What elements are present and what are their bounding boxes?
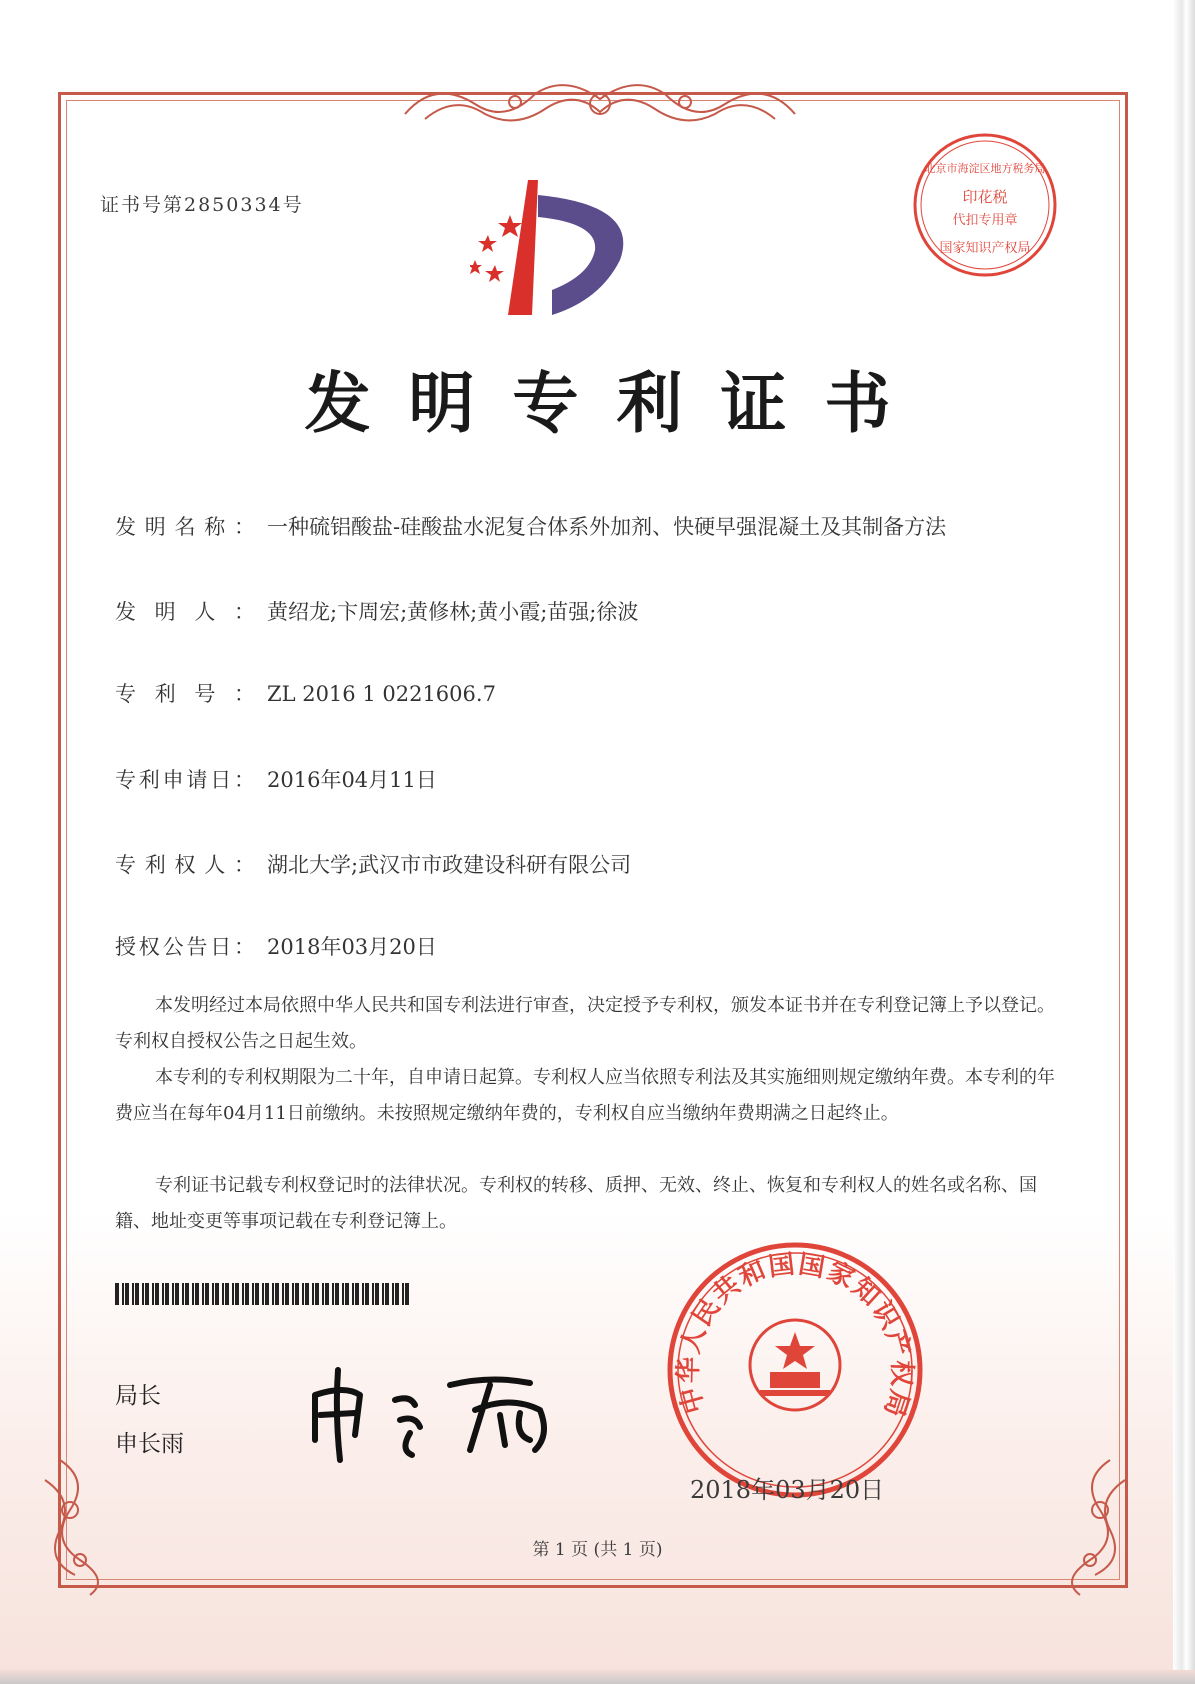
- field-value: 2018年03月20日: [267, 935, 437, 959]
- field-label: 发明名称：: [115, 515, 255, 539]
- field-application-date: [115, 763, 437, 797]
- paragraph: 专利证书记载专利权登记时的法律状况。专利权的转移、质押、无效、终止、恢复和专利权人的姓名或名称、国籍、地址变更等事项记载在专利登记簿上。: [115, 1175, 1037, 1232]
- paragraph: 本专利的专利权期限为二十年，自申请日起算。专利权人应当依照专利法及其实施细则规定缴纳年费。本专利的年费应当在每年04月11日前缴纳。未按照规定缴纳年费的，专利权自应当缴纳年费期满之日起终止。: [115, 1067, 1055, 1124]
- field-label: 专利号：: [115, 682, 255, 706]
- stamp-line1: 印花税: [962, 188, 1008, 206]
- field-inventors: [115, 595, 639, 629]
- field-invention-name: [115, 510, 947, 544]
- tax-stamp-icon: [910, 130, 1060, 280]
- director-block: [115, 1372, 184, 1468]
- field-value: 湖北大学;武汉市市政建设科研有限公司: [267, 853, 632, 877]
- corner-ornament-icon: [30, 1450, 130, 1600]
- field-grant-date: [115, 930, 437, 964]
- field-label: 专利申请日：: [115, 768, 255, 792]
- field-value: 2016年04月11日: [267, 768, 437, 792]
- page-title: 发明专利证书: [304, 364, 929, 442]
- patent-office-logo-icon: [470, 175, 645, 320]
- field-patentee: [115, 848, 632, 882]
- field-patent-number: [115, 677, 496, 711]
- paragraph: 本发明经过本局依照中华人民共和国专利法进行审查，决定授予专利权，颁发本证书并在专利登记簿上予以登记。专利权自授权公告之日起生效。: [115, 995, 1055, 1052]
- certificate-number: 证书号第2850334号: [100, 194, 304, 216]
- director-name: 申长雨: [115, 1431, 184, 1457]
- field-value: 黄绍龙;卞周宏;黄修林;黄小霞;苗强;徐波: [267, 600, 639, 624]
- page-edge: [1173, 0, 1195, 1684]
- field-value: 一种硫铝酸盐-硅酸盐水泥复合体系外加剂、快硬早强混凝土及其制备方法: [267, 515, 947, 539]
- page-edge-bottom: [0, 1670, 1195, 1684]
- top-ornament-icon: [395, 74, 805, 134]
- official-seal-icon: [665, 1240, 925, 1500]
- stamp-ring-text: 北京市海淀区地方税务局: [924, 162, 1046, 175]
- director-title: 局长: [115, 1383, 161, 1409]
- stamp-bottom-text: 国家知识产权局: [939, 241, 1031, 256]
- seal-ring-text: 中华人民共和国国家知识产权局: [673, 1249, 917, 1423]
- barcode-icon: [115, 1283, 415, 1305]
- field-value: ZL 2016 1 0221606.7: [267, 682, 496, 706]
- page-number: 第 1 页 (共 1 页): [532, 1540, 663, 1560]
- field-label: 授权公告日：: [115, 935, 255, 959]
- signature-icon: [300, 1355, 580, 1465]
- issue-date: 2018年03月20日: [690, 1476, 885, 1504]
- corner-ornament-icon: [1040, 1450, 1140, 1600]
- stamp-line2: 代扣专用章: [952, 213, 1018, 228]
- border-frame-inner: [66, 100, 1120, 1580]
- field-label: 专利权人：: [115, 853, 255, 877]
- field-label: 发明人：: [115, 600, 255, 624]
